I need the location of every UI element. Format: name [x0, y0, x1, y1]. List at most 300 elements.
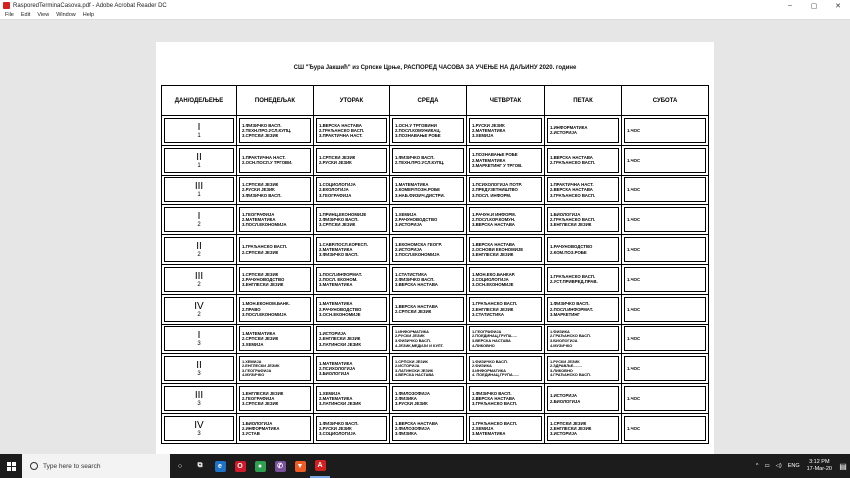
subject-item: 3.МАТЕМАТИКА: [472, 430, 506, 436]
subject-item: 2.РАЧУНОВОДСТВО: [395, 217, 438, 223]
grade-label: [164, 177, 234, 202]
subject-item: 2.ПОСЛ.ИНФОРМАТ.: [550, 306, 594, 312]
schedule-cell: [622, 145, 709, 175]
subject-item: 1.ФИЗИЧКО ВАСП.: [242, 122, 282, 128]
subject-item: 2.ПОСЛ.КОМУНИКАЦ.: [395, 127, 441, 133]
subject-list: [547, 386, 619, 411]
subject-item: 3.ПОСЛ. ИНФОРМ.: [472, 192, 512, 198]
header-cell: СУБОТА: [622, 86, 709, 116]
subject-item: 1.ГЕОГРАФИЈА: [242, 211, 275, 217]
subject-item: 4.ЛИКОВНО: [472, 343, 495, 348]
subject-item: 2.ХЕМИЈА: [472, 425, 494, 431]
subject-item: 2.ВЕРСКА НАСТАВА: [472, 395, 515, 401]
schedule-cell: [622, 116, 709, 146]
subject-item: 2.ГРАЂАНСКО ВАСП.: [550, 334, 591, 339]
subject-item: 1.МАТЕМАТИКА: [319, 301, 353, 307]
subject-item: 1.РАЧУН.И ИНФОРМ.: [472, 211, 516, 217]
grade-numeral: IV: [194, 419, 204, 431]
schedule-cell: [314, 116, 390, 146]
subject-item: 2.ИСТОРИЈА: [395, 246, 422, 252]
subject-item: 1.МАТЕМАТИКА: [395, 182, 429, 188]
grade-numeral: II: [196, 241, 202, 253]
notifications-icon[interactable]: ▤: [839, 461, 847, 471]
subject-item: 1.ЕНГЛЕСКИ ЈЕЗИК: [242, 390, 284, 396]
subject-list: [624, 326, 706, 351]
language-indicator[interactable]: ENG: [787, 463, 800, 469]
grade-numeral: III: [194, 390, 204, 402]
subject-item: 3.ЕНГЛЕСКИ ЈЕЗИК: [550, 222, 592, 228]
subject-item: 3.БИОЛОГИЈА: [550, 338, 578, 343]
subject-item: 1.ИНФОРМАТИКА: [550, 125, 588, 131]
subject-item: 3.ПРАКТИЧНА НАСТ.: [319, 132, 363, 138]
taskbar-viber-button[interactable]: [270, 454, 290, 478]
subject-item: 3.ЛАТИНСКИ ЈЕЗИК: [319, 341, 361, 347]
schedule-cell: [545, 175, 622, 205]
subject-item: 1.ЧОС: [627, 306, 641, 312]
subject-item: 2.ФИЗИЧКО ВАСП.: [319, 217, 359, 223]
grade-subscript: 1: [197, 132, 201, 139]
subject-item: 1.ФИЗИЧКО ВАСП.: [395, 154, 435, 160]
grade-subscript: 3: [197, 401, 201, 408]
subject-item: 2.ФИЗИКА: [395, 395, 417, 401]
subject-list: [316, 207, 387, 232]
menu-window[interactable]: Window: [56, 12, 76, 18]
subject-item: 3.МАРКЕТИНГ: [550, 311, 580, 317]
table-row: [162, 384, 709, 414]
grade-numeral: III: [194, 181, 204, 193]
subject-list: [316, 416, 387, 441]
clock-date: 17-Mar-20: [806, 466, 832, 472]
subject-item: 3.СТАТИСТИКА: [472, 311, 504, 317]
acrobat-app-icon: [3, 2, 10, 9]
subject-item: 3.ХЕМИЈА: [242, 341, 264, 347]
table-row: [162, 235, 709, 265]
subject-list: [469, 386, 542, 411]
subject-item: 2.ФИЗИКА: [472, 364, 492, 369]
subject-item: 1.ФИЗИЧКО ВАСП.: [550, 301, 590, 307]
subject-item: 1.ФИЗИЧКО ВАСП.: [472, 359, 508, 364]
table-row: [162, 175, 709, 205]
grade-subscript: 3: [197, 341, 201, 348]
subject-item: 1.ПРИНЦ.ЕКОНОМИЈЕ: [319, 211, 367, 217]
subject-item: 1.ГРАЂАНСКО ВАСП.: [550, 274, 596, 280]
grade-cell: [162, 264, 237, 294]
schedule-cell: [237, 145, 314, 175]
header-cell: ДАН/ОДЕЉЕЊЕ: [162, 86, 237, 116]
schedule-cell: [467, 324, 545, 354]
subject-list: [316, 297, 387, 322]
schedule-cell: [622, 413, 709, 443]
window-title: RasporedTerminaCasova.pdf - Adobe Acrobat Reader DC: [13, 2, 167, 9]
subject-list: [469, 177, 542, 202]
subject-list: [239, 177, 311, 202]
subject-item: 3.ЛАТИНСКИ ЈЕЗИК: [395, 368, 434, 373]
grade-numeral: IV: [194, 300, 204, 312]
subject-item: 1.ВЕРСКА НАСТАВА: [395, 420, 438, 426]
maximize-button[interactable]: ▢: [810, 2, 818, 10]
subject-item: 2.ТЕХН.ПРО.УСЛ.КУПЦ.: [242, 127, 292, 133]
table-header-row: [162, 86, 709, 116]
schedule-cell: [314, 384, 390, 414]
subject-item: 1.МОН.ЕКО.БАНКАР.: [472, 271, 516, 277]
subject-list: [316, 386, 387, 411]
subject-list: [239, 207, 311, 232]
subject-item: 2.МАТЕМАТИКА: [319, 246, 353, 252]
subject-list: [624, 148, 706, 173]
subject-item: 4.МУЗИЧКО: [242, 373, 265, 378]
schedule-cell: [622, 324, 709, 354]
subject-item: 3.ВЕРСКА НАСТАВА: [472, 222, 515, 228]
subject-list: [624, 207, 706, 232]
minimize-button[interactable]: –: [788, 2, 792, 9]
taskbar-edge-button[interactable]: [210, 454, 230, 478]
subject-item: 3.ОСН.ЕКОНОМИЈЕ: [319, 311, 361, 317]
subject-list: [392, 118, 464, 143]
subject-item: 1.СРПСКИ ЈЕЗИК: [242, 182, 279, 188]
grade-label: [164, 118, 234, 143]
subject-item: 1.ФИЛОЗОФИЈА: [395, 390, 430, 396]
subject-item: 3.ГРАЂАНСКО ВАСП.: [550, 192, 596, 198]
schedule-cell: [622, 384, 709, 414]
subject-item: 1.РАЧУНОВОДСТВО: [550, 244, 593, 250]
schedule-cell: [314, 264, 390, 294]
grade-label: [164, 297, 234, 322]
subject-list: [316, 177, 387, 202]
schedule-cell: [467, 116, 545, 146]
subject-item: 2.ИСТОРИЈА: [550, 130, 577, 136]
grade-cell: [162, 384, 237, 414]
subject-item: 1.ВЕРСКА НАСТАВА: [319, 122, 362, 128]
subject-item: 1.РУСКИ ЈЕЗИК: [550, 359, 580, 364]
subject-item: 1.МАТЕМАТИКА: [319, 360, 353, 366]
subject-item: 1.ЧОС: [627, 395, 641, 401]
subject-list: [469, 326, 542, 351]
subject-list: [547, 326, 619, 351]
schedule-cell: [390, 116, 467, 146]
grade-label: [164, 386, 234, 411]
subject-item: 3.ЕНГЛЕСКИ ЈЕЗИК: [242, 281, 284, 287]
schedule-cell: [622, 354, 709, 384]
menu-bar: [0, 11, 850, 20]
brave-icon: ▼: [295, 461, 306, 472]
subject-item: 2.ПОСЛ.КОР.КОМУН.: [472, 217, 516, 223]
search-icon: [30, 462, 38, 470]
subject-item: 4.ГРАЂАНСКО ВАСП.: [550, 373, 591, 378]
subject-list: [469, 297, 542, 322]
close-button[interactable]: ✕: [835, 2, 841, 10]
taskbar-opera-button[interactable]: [230, 454, 250, 478]
subject-item: 2.УСТ.ПРИВРЕД.ПРАВ.: [550, 279, 598, 285]
schedule-cell: [545, 116, 622, 146]
subject-list: [239, 118, 311, 143]
grade-label: [164, 356, 234, 381]
grade-cell: [162, 235, 237, 265]
subject-item: 1.МОН.ЕКОНОМ.БАНК.: [242, 301, 290, 307]
grade-cell: [162, 324, 237, 354]
subject-list: [392, 297, 464, 322]
subject-item: 3.СОЦИОЛОГИЈА: [319, 430, 356, 436]
grade-numeral: II: [196, 360, 202, 372]
grade-subscript: 2: [197, 222, 201, 229]
subject-list: [392, 356, 464, 381]
schedule-cell: [390, 354, 467, 384]
subject-item: 2.ИСТОРИЈА: [395, 364, 420, 369]
table-row: [162, 294, 709, 324]
subject-list: [392, 237, 464, 262]
subject-list: [392, 386, 464, 411]
schedule-cell: [467, 235, 545, 265]
subject-item: 2.СРПСКИ ЈЕЗИК: [242, 336, 279, 342]
subject-item: 1.САВР.ПОСЛ.КОРЕСП.: [319, 241, 368, 247]
schedule-cell: [545, 145, 622, 175]
title-bar: [0, 0, 850, 11]
subject-list: [316, 267, 387, 292]
subject-item: 3.НАБ.ФИЗИЧ.ДИСТРИ.: [395, 192, 445, 198]
cortana-icon: ○: [177, 462, 183, 470]
subject-item: 3.ИСТОРИЈА: [395, 222, 422, 228]
subject-item: 1.СТАТИСТИКА: [395, 271, 427, 277]
subject-list: [469, 416, 542, 441]
schedule-cell: [390, 413, 467, 443]
grade-subscript: 2: [197, 281, 201, 288]
subject-item: 1.ЧОС: [627, 336, 641, 342]
subject-list: [624, 297, 706, 322]
subject-list: [547, 177, 619, 202]
schedule-cell: [622, 294, 709, 324]
subject-list: [239, 386, 311, 411]
subject-item: 2.СРПСКИ ЈЕЗИК: [395, 309, 432, 315]
subject-list: [392, 326, 464, 351]
schedule-cell: [467, 413, 545, 443]
subject-item: 3.УСТАВ: [242, 430, 260, 436]
schedule-table: [161, 85, 709, 444]
menu-edit[interactable]: Edit: [20, 12, 31, 18]
subject-list: [624, 386, 706, 411]
subject-item: 2.ПОСЛ. ЕКОНОМ.: [319, 276, 358, 282]
schedule-cell: [622, 205, 709, 235]
subject-item: 2.БИОЛОГИЈА: [550, 398, 581, 404]
taskbar-acrobat-button[interactable]: [310, 454, 330, 478]
grade-cell: [162, 294, 237, 324]
subject-item: 2.КОМЕР.ПОЗН.РОБЕ: [395, 187, 440, 193]
search-placeholder: Type here to search: [43, 462, 101, 470]
schedule-cell: [237, 413, 314, 443]
subject-list: [624, 416, 706, 441]
subject-item: 3.ВЕРСКА НАСТАВА: [472, 338, 511, 343]
grade-label: [164, 148, 234, 173]
schedule-cell: [237, 235, 314, 265]
subject-list: [316, 118, 387, 143]
subject-item: 1.РУСКИ ЈЕЗИК: [472, 122, 505, 128]
clock-time: 3:12 PM: [809, 459, 830, 465]
menu-view[interactable]: View: [37, 12, 50, 18]
subject-item: 2.МАТЕМАТИКА: [472, 127, 506, 133]
subject-item: 4. ПОЕДИНАЦ,ГРУПА......: [472, 373, 520, 378]
subject-list: [469, 267, 542, 292]
subject-item: 2.МАТЕМАТИКА: [472, 157, 506, 163]
subject-item: 2.РУСКИ ЈЕЗИК: [395, 334, 425, 339]
schedule-cell: [467, 205, 545, 235]
tray-chevron-icon[interactable]: ^: [755, 463, 759, 469]
schedule-cell: [314, 145, 390, 175]
subject-item: 1.ПОСЛ.ИНФОРМАТ.: [319, 271, 363, 277]
subject-item: 2.МАТЕМАТИКА: [242, 217, 276, 223]
subject-item: 4.ЈЕЗИК,МЕДИЈИ И КУЛТ.: [395, 343, 444, 348]
subject-item: 3.ФИЗИЧКО ВАСП.: [395, 338, 431, 343]
schedule-cell: [467, 354, 545, 384]
schedule-cell: [390, 294, 467, 324]
subject-item: 2.СРПСКИ ЈЕЗИК: [242, 249, 279, 255]
start-button[interactable]: [0, 454, 22, 478]
grade-numeral: I: [197, 211, 201, 223]
clock[interactable]: [807, 459, 832, 473]
subject-item: 2.РУСКИ ЈЕЗИК: [319, 425, 352, 431]
subject-list: [547, 297, 619, 322]
subject-item: 2.МАТЕМАТИКА: [319, 395, 353, 401]
subject-item: 3.ГЕОГРАФИЈА: [319, 192, 352, 198]
subject-list: [469, 356, 542, 381]
subject-list: [469, 207, 542, 232]
schedule-cell: [314, 413, 390, 443]
taskbar-task-view-button[interactable]: [190, 454, 210, 478]
schedule-cell: [467, 175, 545, 205]
subject-list: [239, 297, 311, 322]
schedule-cell: [622, 175, 709, 205]
subject-item: 3.МАТЕМАТИКА: [319, 281, 353, 287]
system-tray: [753, 454, 850, 478]
grade-cell: [162, 413, 237, 443]
subject-item: 3.ОСН.ЕКОНОМИЈЕ: [472, 281, 514, 287]
chrome-icon: ●: [255, 461, 266, 472]
subject-list: [392, 148, 464, 173]
schedule-cell: [314, 235, 390, 265]
volume-icon[interactable]: ◁): [775, 463, 782, 469]
schedule-cell: [390, 175, 467, 205]
grade-cell: [162, 145, 237, 175]
grade-subscript: 2: [197, 311, 201, 318]
subject-list: [239, 148, 311, 173]
subject-item: 2.ВЕРСКА НАСТАВА: [550, 187, 593, 193]
subject-item: 2.ОСН.ПОСЛ.У ТРГОВИ.: [242, 160, 293, 166]
subject-list: [239, 326, 311, 351]
subject-item: 1.БИОЛОГИЈА: [550, 211, 581, 217]
schedule-cell: [237, 324, 314, 354]
subject-item: 1.СОЦИОЛОГИЈА: [319, 182, 356, 188]
menu-file[interactable]: File: [5, 12, 14, 18]
subject-item: 3.ФИЗИКА: [395, 430, 417, 436]
schedule-cell: [467, 145, 545, 175]
pdf-page: [156, 42, 714, 454]
table-row: [162, 413, 709, 443]
subject-item: 2.РУСКИ ЈЕЗИК: [319, 160, 352, 166]
grade-subscript: 1: [197, 162, 201, 169]
subject-list: [547, 356, 619, 381]
subject-item: 4.ВЕРСКА НАСТАВА: [395, 373, 434, 378]
subject-item: 1.ФИЗИКА: [550, 329, 570, 334]
subject-list: [316, 148, 387, 173]
schedule-cell: [314, 205, 390, 235]
subject-item: 1.ХЕМИЈА: [395, 211, 417, 217]
schedule-cell: [314, 354, 390, 384]
subject-item: 3.ИСТОРИЈА: [550, 430, 577, 436]
schedule-cell: [237, 175, 314, 205]
schedule-cell: [545, 264, 622, 294]
subject-item: 1.МАТЕМАТИКА: [242, 331, 276, 337]
subject-item: 3.СРПСКИ ЈЕЗИК: [319, 222, 356, 228]
grade-label: [164, 207, 234, 232]
table-row: [162, 145, 709, 175]
schedule-cell: [237, 116, 314, 146]
subject-list: [547, 237, 619, 262]
table-row: [162, 324, 709, 354]
subject-item: 3.ГРАЂАНСКО ВАСП.: [472, 401, 518, 407]
subject-item: 3.ФИЗИЧКО ВАСП.: [319, 252, 359, 258]
subject-item: 1.ЕКОНОМСКА ГЕОГР.: [395, 241, 442, 247]
schedule-cell: [545, 235, 622, 265]
subject-item: 3.ГЕОГРАФИЈА: [242, 368, 272, 373]
taskbar-brave-button[interactable]: [290, 454, 310, 478]
subject-item: 1.ИСТОРИЈА: [319, 331, 346, 337]
subject-item: 1.ОСН.У ТРГОВИНИ: [395, 122, 437, 128]
subject-item: 1.ЧОС: [627, 157, 641, 163]
subject-item: 3.ЛАТИНСКИ ЈЕЗИК: [319, 401, 361, 407]
subject-item: 2.ФИЗИЧКО ВАСП.: [395, 276, 435, 282]
subject-item: 2.ОСНОВИ ЕКОНОМИЈЕ: [472, 246, 524, 252]
table-row: [162, 116, 709, 146]
subject-item: 3.СРПСКИ ЈЕЗИК: [242, 132, 279, 138]
schedule-cell: [390, 264, 467, 294]
schedule-cell: [390, 145, 467, 175]
subject-list: [469, 237, 542, 262]
subject-item: 1.СРПСКИ ЈЕЗИК: [550, 420, 587, 426]
subject-list: [547, 207, 619, 232]
subject-list: [239, 267, 311, 292]
opera-icon: O: [235, 461, 246, 472]
schedule-cell: [390, 205, 467, 235]
subject-item: 1.СРПСКИ ЈЕЗИК: [395, 359, 428, 364]
subject-item: 2.ПРАВО: [242, 306, 261, 312]
subject-list: [316, 326, 387, 351]
subject-item: 2.РАЧУНОВОДСТВО: [319, 306, 362, 312]
subject-item: 2.ЕНГЛЕСКИ ЈЕЗИК: [319, 336, 361, 342]
subject-item: 2.ГРАЂАНСКО ВАСП.: [319, 127, 365, 133]
subject-item: 4.МУЗИЧКО: [550, 343, 573, 348]
schedule-cell: [545, 205, 622, 235]
schedule-cell: [314, 324, 390, 354]
network-icon[interactable]: ▭: [764, 463, 770, 469]
taskbar-search[interactable]: [22, 454, 170, 478]
subject-list: [547, 148, 619, 173]
taskbar-cortana-button[interactable]: [170, 454, 190, 478]
header-cell: ПЕТАК: [545, 86, 622, 116]
schedule-cell: [390, 235, 467, 265]
document-viewer[interactable]: [0, 20, 850, 454]
subject-item: 1.ЧОС: [627, 127, 641, 133]
subject-list: [547, 267, 619, 292]
subject-item: 2.ГЕОГРАФИЈА: [242, 395, 275, 401]
subject-item: 2.ЕНГЛЕСКИ ЈЕЗИК: [550, 425, 592, 431]
menu-help[interactable]: Help: [82, 12, 95, 18]
schedule-cell: [467, 384, 545, 414]
subject-list: [469, 148, 542, 173]
subject-item: 1.ЧОС: [627, 187, 641, 193]
subject-list: [547, 416, 619, 441]
subject-list: [316, 237, 387, 262]
taskbar-chrome-button[interactable]: [250, 454, 270, 478]
subject-item: 1.ЧОС: [627, 366, 641, 372]
table-row: [162, 264, 709, 294]
subject-item: 1.ГРАЂАНСКО ВАСП.: [472, 301, 518, 307]
